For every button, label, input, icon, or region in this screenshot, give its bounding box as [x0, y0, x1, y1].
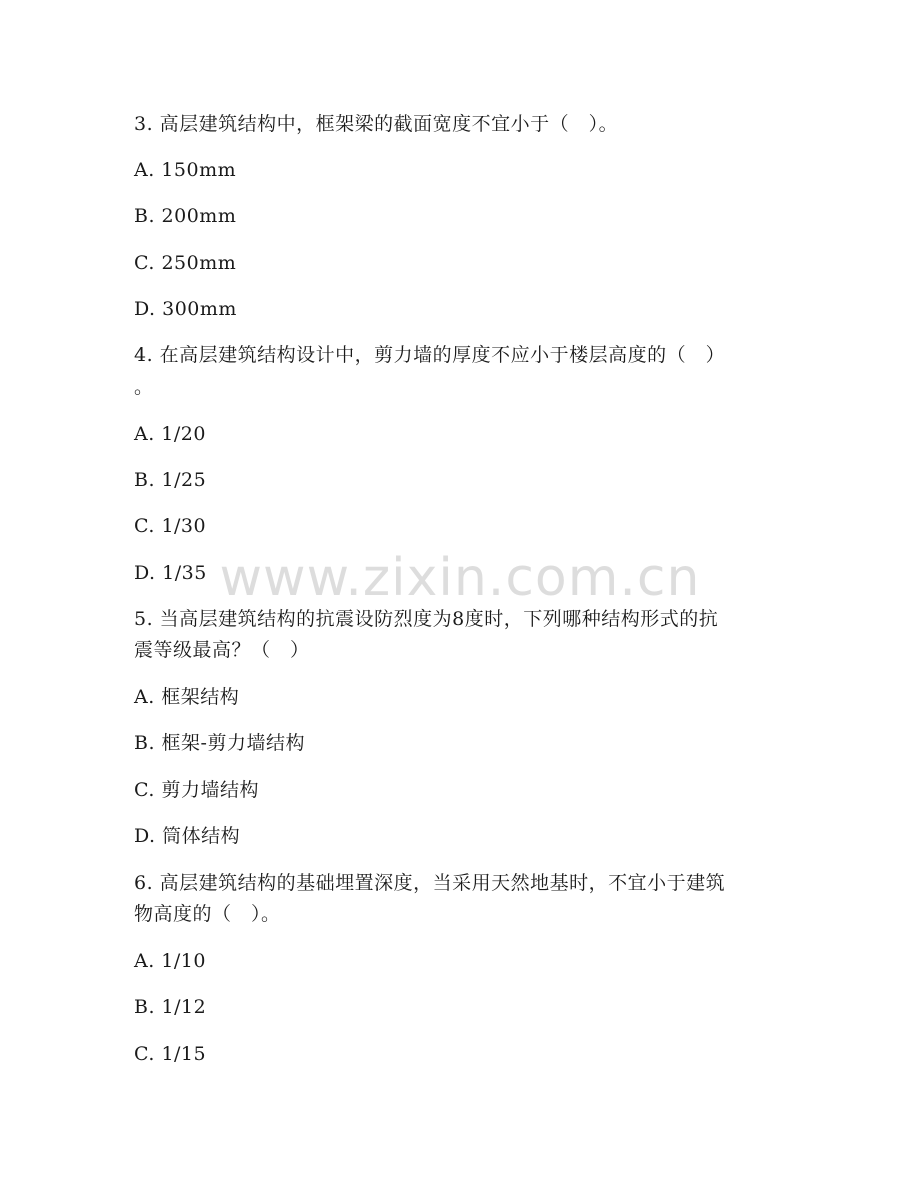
- question-3-option-a: A. 150mm: [134, 159, 237, 181]
- question-6-option-a: A. 1/10: [134, 950, 206, 972]
- question-6-stem-line-1: 6. 高层建筑结构的基础埋置深度，当采用天然地基时，不宜小于建筑: [134, 872, 726, 894]
- question-6-option-b: B. 1/12: [134, 996, 207, 1018]
- question-3-option-b: B. 200mm: [134, 205, 237, 227]
- question-4-option-b: B. 1/25: [134, 469, 207, 491]
- question-6-option-c: C. 1/15: [134, 1043, 207, 1065]
- question-4-stem-line-1: 4. 在高层建筑结构设计中，剪力墙的厚度不应小于楼层高度的（ ）: [134, 344, 726, 366]
- watermark: www.zixin.com.cn: [219, 548, 701, 608]
- question-5-stem-line-2: 震等级最高？（ ）: [134, 639, 310, 661]
- question-4-option-a: A. 1/20: [134, 423, 206, 445]
- question-3-option-c: C. 250mm: [134, 252, 237, 274]
- question-5-stem-line-1: 5. 当高层建筑结构的抗震设防烈度为8度时，下列哪种结构形式的抗: [134, 608, 719, 630]
- question-5-option-a: A. 框架结构: [134, 686, 240, 708]
- question-3-stem: 3. 高层建筑结构中，框架梁的截面宽度不宜小于（ ）。: [134, 113, 619, 135]
- question-4-option-c: C. 1/30: [134, 515, 207, 537]
- question-6-stem-line-2: 物高度的（ ）。: [134, 903, 281, 925]
- question-5-option-b: B. 框架-剪力墙结构: [134, 732, 305, 754]
- question-3-option-d: D. 300mm: [134, 298, 237, 320]
- question-5-option-d: D. 筒体结构: [134, 825, 241, 847]
- question-4-stem-line-2: 。: [134, 376, 154, 398]
- question-5-option-c: C. 剪力墙结构: [134, 779, 259, 801]
- question-4-option-d: D. 1/35: [134, 562, 207, 584]
